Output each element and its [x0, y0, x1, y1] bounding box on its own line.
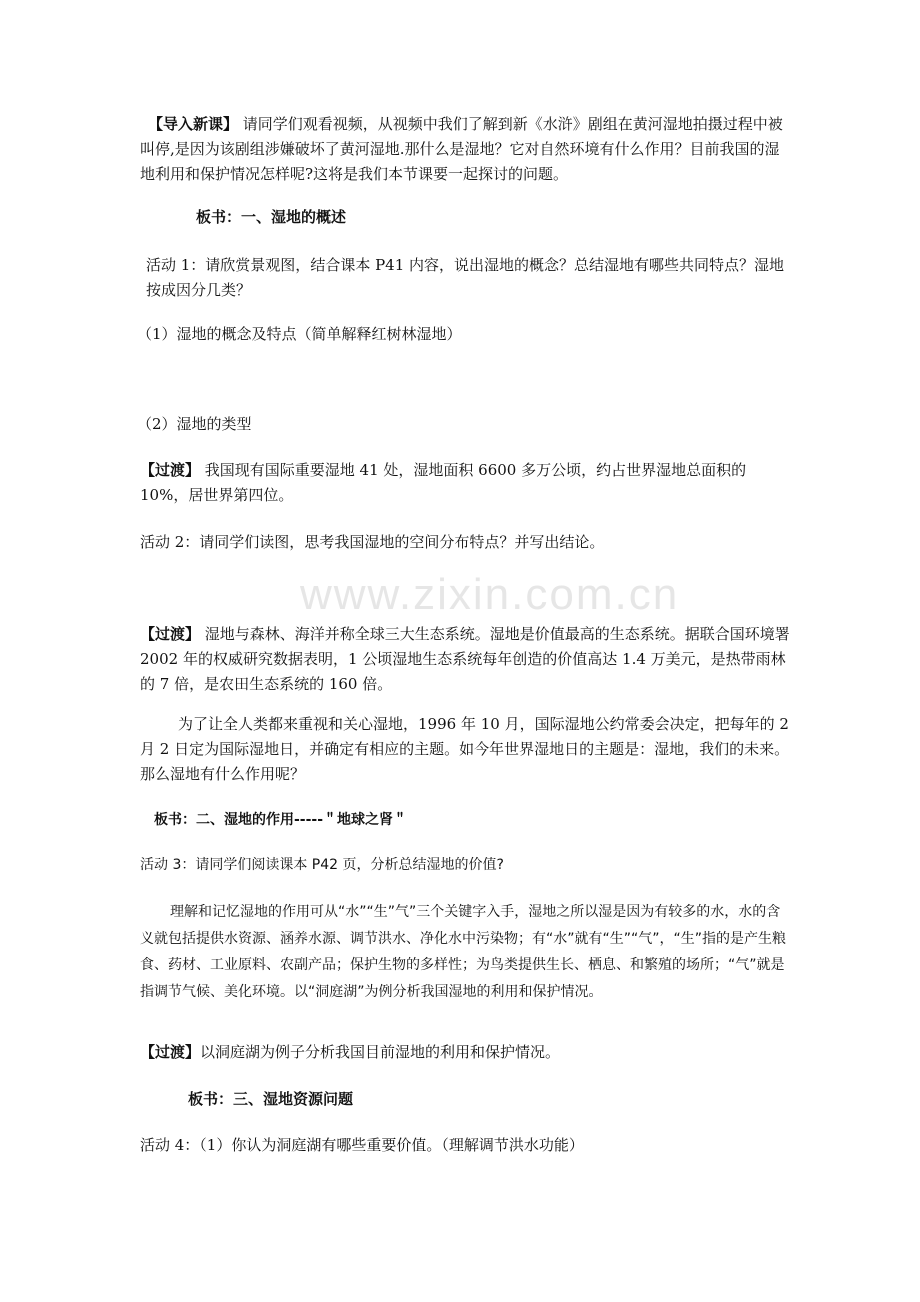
transition-3-text: 以洞庭湖为例子分析我国目前湿地的利用和保护情况。: [200, 1043, 561, 1061]
transition-3: [140, 1040, 790, 1065]
board-heading-3: 板书：三、湿地资源问题: [188, 1090, 354, 1108]
transition-1-text: 我国现有国际重要湿地 41 处，湿地面积 6600 多万公顷，约占世界湿地总面积的 10%，居世界第四位。: [140, 461, 747, 504]
activity-3: 活动 3：请同学们阅读课本 P42 页，分析总结湿地的价值?: [140, 857, 504, 873]
transition-3-tag: 【过渡】: [140, 1043, 201, 1061]
intro-text: 请同学们观看视频，从视频中我们了解到新《水浒》剧组在黄河湿地拍摄过程中被叫停,是因为该剧组涉嫌破坏了黄河湿地.那什么是湿地？它对自然环境有什么作用？目前我国的湿地利用和保护情况怎样呢?这将是我们本节课要一起探讨的问题。: [140, 115, 783, 183]
transition-1: [140, 458, 790, 508]
activity-2: 活动 2：请同学们读图，思考我国湿地的空间分布特点？并写出结论。: [140, 533, 605, 551]
transition-2-tag: 【过渡】: [140, 625, 201, 643]
item-2: （2）湿地的类型: [137, 415, 252, 433]
intro-paragraph: [140, 112, 790, 187]
item-1: （1）湿地的概念及特点（简单解释红树林湿地）: [137, 325, 462, 343]
watermark: www.zixin.com.cn: [300, 570, 680, 619]
activity-1: 活动 1：请欣赏景观图，结合课本 P41 内容，说出湿地的概念？总结湿地有哪些共同特点？湿地按成因分几类？: [146, 256, 785, 299]
transition-1-tag: 【过渡】: [140, 461, 201, 479]
board-heading-1: 板书：一、湿地的概述: [196, 208, 347, 226]
transition-2: [140, 622, 790, 697]
board-heading-2: 板书：二、湿地的作用-----＂地球之肾＂: [154, 812, 408, 828]
memory-paragraph: 理解和记忆湿地的作用可从“水”“生”气”三个关键字入手，湿地之所以湿是因为有较多的水，水的含义就包括提供水资源、涵养水源、调节洪水、净化水中污染物；有“水”就有“生”“气”，“生”指的是产生粮食、药材、工业原料、农副产品；保护生物的多样性；为鸟类提供生长、栖息、和繁殖的场所；“气”就是指调节气候、美化环境。以“洞庭湖”为例分析我国湿地的利用和保护情况。: [140, 904, 787, 1000]
activity-4: 活动 4：（1）你认为洞庭湖有哪些重要价值。（理解调节洪水功能）: [140, 1136, 584, 1154]
intro-tag: 【导入新课】: [148, 115, 239, 133]
wetland-day-paragraph: 为了让全人类都来重视和关心湿地，1996 年 10 月，国际湿地公约常委会决定，把每年的 2 月 2 日定为国际湿地日，并确定有相应的主题。如今年世界湿地日的主题是：湿地，我们的未来。那么湿地有什么作用呢？: [140, 715, 790, 783]
transition-2-text: 湿地与森林、海洋并称全球三大生态系统。湿地是价值最高的生态系统。据联合国环境署 2002 年的权威研究数据表明，1 公顷湿地生态系统每年创造的价值高达 1.4 万美元，是热带雨林的 7 倍，是农田生态系统的 160 倍。: [140, 625, 790, 693]
